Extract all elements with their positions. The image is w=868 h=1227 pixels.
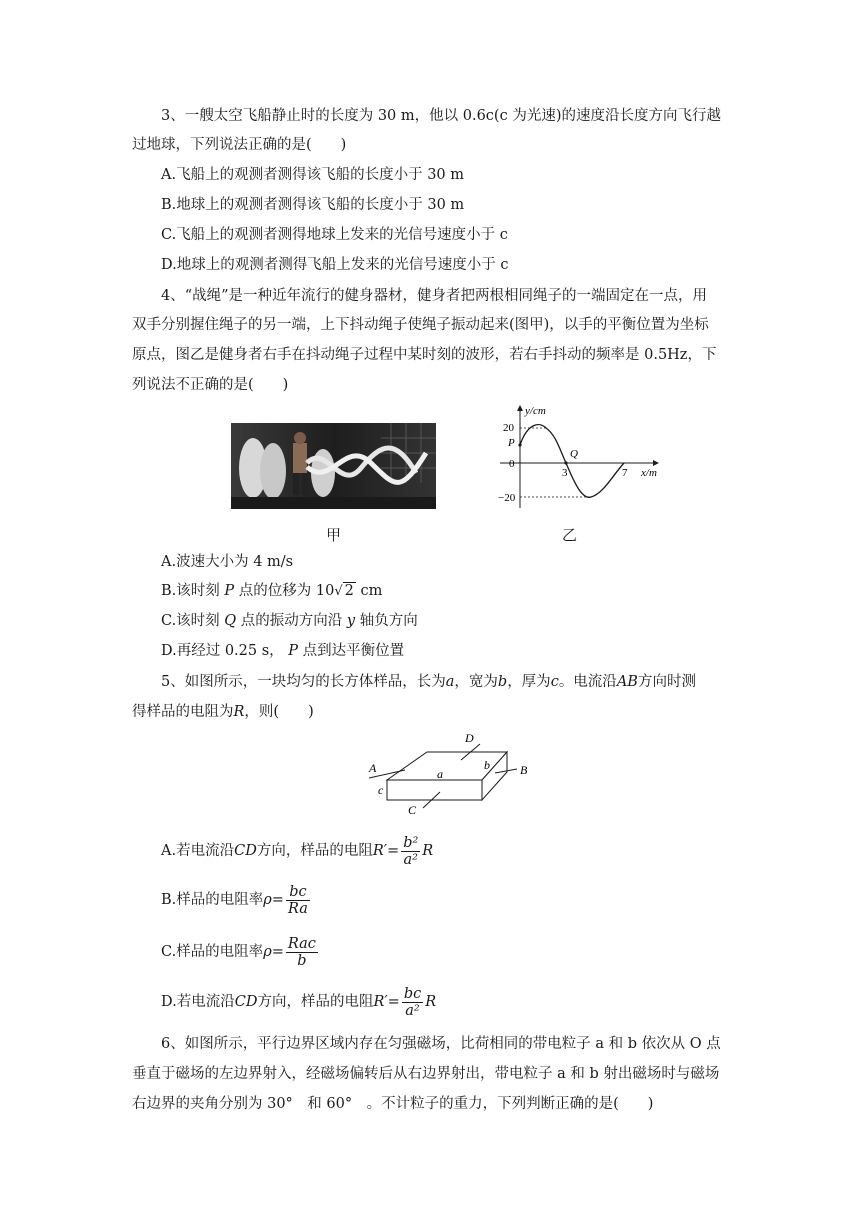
caption-jia: 甲	[326, 526, 342, 544]
q4-option-b-sqrt: 2	[344, 583, 354, 599]
label-B: B	[520, 763, 528, 777]
q5-option-c-fraction	[286, 936, 318, 969]
q5-option-d-cd: CD	[234, 994, 258, 1010]
q5-option-a	[161, 834, 433, 868]
q5-option-a-cd: CD	[234, 843, 257, 859]
battle-rope-photo	[231, 423, 436, 509]
q5-option-d-pre: D.若电流沿	[161, 994, 235, 1010]
q4-option-c-post: 轴负方向	[359, 613, 418, 629]
q4-stem-line3: 原点，图乙是健身者右手在抖动绳子过程中某时刻的波形，若右手抖动的频率是 0.5Hz，下	[132, 347, 717, 363]
x-axis-label: x/m	[641, 467, 657, 479]
q5-option-a-num: b²	[403, 834, 419, 851]
q5-option-c-pre: C.样品的电阻率	[161, 944, 264, 960]
q4-option-d-var: P	[288, 643, 299, 659]
q4-option-c-pre: C.该时刻	[161, 613, 220, 629]
q5-option-b-num: bc	[286, 884, 310, 901]
q5-option-a-fraction	[401, 835, 420, 868]
q5-text-c: ，厚为	[507, 674, 551, 690]
tick-origin: 0	[509, 458, 515, 470]
q4-option-b-unit: cm	[360, 583, 383, 599]
q5-stem-line1	[161, 673, 696, 691]
tick-x-3: 3	[562, 467, 568, 479]
q5-var-b: b	[497, 674, 508, 690]
q5-option-d-mid: 方向，样品的电阻	[257, 994, 374, 1010]
label-b: b	[484, 758, 490, 772]
q5-text-g: ，则( )	[244, 704, 314, 720]
q3-stem-line1: 3、一艘太空飞船静止时的长度为 30 m，他以 0.6c(c 为光速)的速度沿长度方向飞行越	[161, 108, 721, 124]
q3-option-a: A.飞船上的观测者测得该飞船的长度小于 30 m	[161, 167, 464, 183]
point-q-label: Q	[570, 448, 578, 460]
q5-option-c	[161, 935, 320, 969]
q5-stem-line2	[132, 703, 314, 721]
q5-var-a: a	[445, 674, 455, 690]
q5-option-b-fraction	[286, 884, 310, 917]
q6-stem-line1: 6、如图所示，平行边界区域内存在匀强磁场，比荷相同的带电粒子 a 和 b 依次从 O 点	[161, 1036, 721, 1052]
q5-option-a-den: a²	[403, 851, 418, 868]
q5-option-b-rho: ρ=	[263, 892, 284, 908]
q5-text-f: 得样品的电阻为	[132, 704, 234, 720]
tick-x-7: 7	[622, 467, 628, 479]
q3-stem-line2: 过地球，下列说法正确的是( )	[132, 137, 347, 153]
q4-option-b-mid: 点的位移为 10	[238, 583, 335, 599]
q5-option-d-den: a²	[405, 1002, 420, 1019]
label-a: a	[437, 767, 443, 781]
label-C: C	[408, 803, 417, 817]
q4-stem-line4: 列说法不正确的是( )	[132, 377, 289, 393]
q4-option-c-mid: 点的振动方向沿	[240, 613, 343, 629]
q5-var-c: c	[550, 674, 559, 690]
q5-option-d-post: R	[425, 994, 437, 1010]
q3-option-c: C.飞船上的观测者测得地球上发来的光信号速度小于 c	[161, 227, 508, 243]
q4-option-d	[161, 642, 404, 660]
q3-option-b: B.地球上的观测者测得该飞船的长度小于 30 m	[161, 197, 465, 213]
q5-option-c-num: Rac	[287, 935, 316, 952]
q5-text-d: 。电流沿	[558, 674, 617, 690]
q5-option-c-den: b	[297, 952, 307, 969]
q6-stem-line2: 垂直于磁场的左边界射入，经磁场偏转后从右边界射出，带电粒子 a 和 b 射出磁场时与磁场	[132, 1066, 720, 1082]
q5-option-a-mid: 方向，样品的电阻	[256, 843, 373, 859]
q4-option-a: A.波速大小为 4 m/s	[161, 554, 294, 570]
y-axis-label: y/cm	[525, 405, 546, 417]
q5-option-c-rho: ρ=	[263, 944, 284, 960]
q6-stem-line3: 右边界的夹角分别为 30° 和 60° 。不计粒子的重力，下列判断正确的是( )	[132, 1096, 654, 1112]
point-p-label: P	[508, 437, 515, 449]
wave-graph	[488, 400, 678, 515]
q5-option-b	[161, 883, 312, 917]
q4-stem-line1: 4、“战绳”是一种近年流行的健身器材，健身者把两根相同绳子的一端固定在一点，用	[161, 288, 708, 304]
sample-block-diagram	[365, 730, 535, 820]
q4-option-b: B.该时刻 P 点的位移为 10√ 2 cm	[161, 583, 383, 599]
q5-option-d	[161, 985, 436, 1019]
q5-option-a-r: R′=	[372, 843, 400, 859]
q3-option-d: D.地球上的观测者测得飞船上发来的光信号速度小于 c	[161, 257, 509, 273]
q5-option-b-pre: B.样品的电阻率	[161, 892, 264, 908]
q4-option-d-pre: D.再经过 0.25 s，	[161, 643, 284, 659]
tick-y-bottom: −20	[498, 492, 516, 504]
q4-option-c	[161, 612, 418, 630]
tick-y-top: 20	[503, 422, 514, 434]
point-q-marker	[564, 461, 567, 464]
q5-option-d-r: R′=	[373, 994, 400, 1010]
q5-option-a-pre: A.若电流沿	[161, 843, 235, 859]
q5-option-d-num: bc	[403, 985, 422, 1002]
q4-stem-line2: 双手分别握住绳子的另一端，上下抖动绳子使绳子振动起来(图甲)，以手的平衡位置为坐标	[132, 317, 709, 333]
label-c: c	[378, 783, 384, 797]
q5-var-r: R	[233, 704, 245, 720]
point-p-marker	[518, 443, 521, 446]
label-A: A	[369, 761, 377, 775]
q5-text-b: ，宽为	[454, 674, 498, 690]
q5-text-a: 5、如图所示，一块均匀的长方体样品，长为	[161, 674, 446, 690]
wave-curve	[520, 425, 624, 498]
q5-option-b-den: Ra	[287, 900, 308, 917]
q4-option-d-post: 点到达平衡位置	[302, 643, 405, 659]
q4-option-c-var2: y	[346, 613, 356, 629]
q5-option-d-fraction	[402, 986, 423, 1019]
q5-option-a-post: R	[422, 843, 434, 859]
q4-option-b-var: P	[224, 583, 235, 599]
q5-var-ab: AB	[616, 674, 638, 690]
caption-yi: 乙	[562, 526, 578, 544]
q4-option-b-pre: B.该时刻	[161, 583, 220, 599]
q5-text-e: 方向时测	[637, 674, 696, 690]
label-D: D	[465, 731, 474, 745]
q4-option-c-var: Q	[224, 613, 237, 629]
